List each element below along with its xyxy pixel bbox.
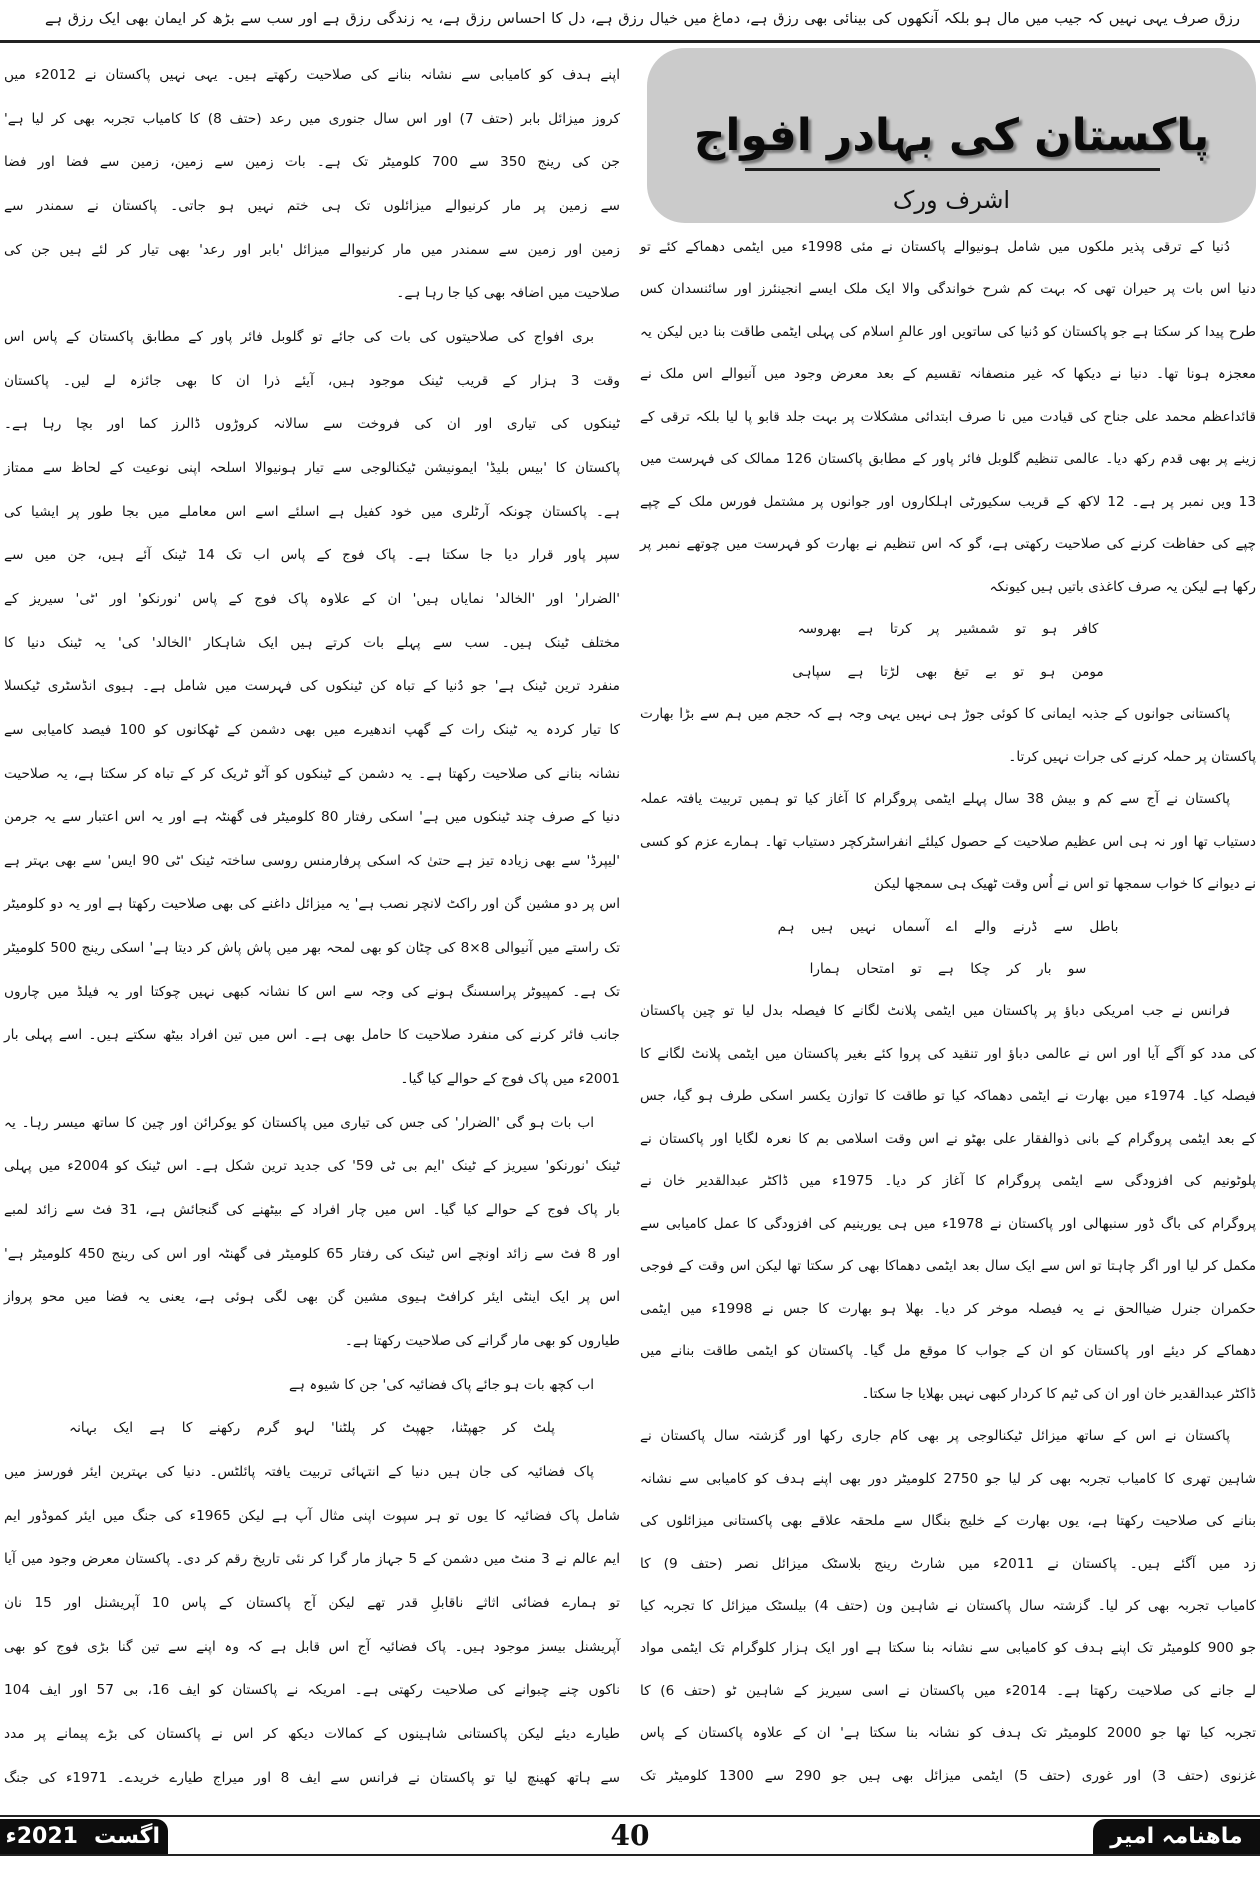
header-rule xyxy=(0,40,1260,43)
line-text: اپنے ہدف کو کامیابی سے نشانہ بنانے کی صلاحیت رکھتے ہیں۔ یہی نہیں پاکستان نے 2012ء میں xyxy=(4,67,620,83)
text-line xyxy=(640,397,1256,437)
text-line xyxy=(640,1119,1256,1159)
line-text: پروگرام کی باگ ڈور سنبھالی اور پاکستان نے 1978ء میں ہی یورینیم کی افزودگی کا عمل کامیابی سے xyxy=(640,1215,1257,1232)
text-line xyxy=(640,1076,1256,1116)
text-line xyxy=(4,928,620,968)
line-text: پاکستان نے آج سے کم و بیش 38 سال پہلے ایٹمی پروگرام کا آغاز کیا تو ہمیں تربیت یافتہ عملہ xyxy=(640,791,1231,808)
line-text: پلوٹونیم کی افزودگی سے ایٹمی پروگرام کا آغاز کر دیا۔ 1975ء میں ڈاکٹر عبدالقدیر خان نے xyxy=(640,1173,1256,1190)
line-text: فیصلہ کیا۔ 1974ء میں بھارت نے ایٹمی دھماکہ کیا تو طاقت کا توازن یکسر اسکی طرف ہو گیا، جس xyxy=(640,1088,1256,1105)
article-title xyxy=(687,96,1216,176)
text-line xyxy=(640,1289,1256,1329)
magazine-name-label: ماھنامہ امیر ملت xyxy=(1093,1819,1260,1854)
line-text: باطل سے ڈرنے والے اے آسماں نہیں ہیں ہم xyxy=(777,918,1119,935)
line-text: مختلف ٹینک ہیں۔ سب سے پہلے بات کرتے ہیں ایک شاہکار 'الخالد' کی' یہ ٹینک دنیا کا xyxy=(4,634,620,651)
text-line xyxy=(4,1059,620,1099)
text-line xyxy=(640,1713,1256,1753)
verse-line xyxy=(640,949,1256,989)
text-line xyxy=(640,737,1256,777)
text-line xyxy=(4,1234,620,1274)
text-line xyxy=(4,142,620,182)
text-line xyxy=(4,754,620,794)
line-text: مومن ہو تو بے تیغ بھی لڑتا ہے سپاہی xyxy=(792,663,1104,680)
line-text: جانب فائر کرنے کی منفرد صلاحیت کا حامل بھی ہے۔ اس میں تین افراد بیٹھ سکتے ہیں۔ اسے پہلی بار xyxy=(4,1027,620,1044)
text-line xyxy=(4,1670,620,1710)
text-line xyxy=(640,1246,1256,1286)
text-line xyxy=(4,230,620,270)
line-text: صلاحیت میں اضافہ بھی کیا جا رہا ہے۔ xyxy=(396,285,620,302)
line-text: غزنوی (حتف 3) اور غوری (حتف 5) ایٹمی میزائل بھی ہیں جو 290 سے 1300 کلومیٹر تک xyxy=(640,1767,1257,1784)
text-line xyxy=(4,1539,620,1579)
verse-line xyxy=(640,609,1256,649)
text-line xyxy=(640,1161,1256,1201)
text-line xyxy=(640,1544,1256,1584)
line-text: دُنیا کے ترقی پذیر ملکوں میں شامل ہونیوالے پاکستان نے مئی 1998ء میں ایٹمی دھماکے کئے تو xyxy=(640,239,1230,255)
text-line xyxy=(4,1015,620,1055)
text-line xyxy=(640,1586,1256,1626)
line-text: کافر ہو تو شمشیر پر کرتا ہے بھروسہ xyxy=(797,621,1099,638)
line-text: اس پر ایک اینٹی ایئر کرافٹ ہیوی مشین گن بھی لگی ہوئی ہے، یعنی یہ فضا میں محو پرواز xyxy=(4,1289,620,1306)
line-text: دھماکے کر دیئے اور پاکستان کو ان کے جواب کا موقع مل گیا۔ پاکستان کو ایٹمی طاقت بنانے میں xyxy=(640,1343,1256,1360)
text-line xyxy=(4,710,620,750)
line-text: پلٹ کر جھپٹنا، جھپٹ کر پلٹنا' لہو گرم رکھنے کا ہے ایک بہانہ xyxy=(69,1420,555,1437)
text-line xyxy=(4,972,620,1012)
text-line xyxy=(4,1146,620,1186)
line-text: بار پاک فوج کے حوالے کیا گیا۔ اس میں چار افراد کے بیٹھنے کی گنجائش ہے، 31 فٹ سے زائد لمبے xyxy=(4,1202,620,1219)
line-text: سے ہاتھ کھینچ لیا تو پاکستان نے فرانس سے ایف 8 اور میراج طیارے خریدے۔ 1971ء کی جنگ xyxy=(4,1769,621,1786)
text-line xyxy=(4,1627,620,1667)
text-line xyxy=(640,822,1256,862)
line-text: سے زمین پر مار کرنیوالے میزائلوں تک ہی ختم نہیں ہو جاتی۔ پاکستان نے سمندر سے xyxy=(4,197,620,214)
line-text: کامیاب تجربہ بھی کر لیا۔ گزشتہ سال پاکستان نے شاہین ون (حتف 4) بیلسٹک میزائل کا تجربہ کیا xyxy=(640,1598,1256,1614)
line-text: پاکستان نے اس کے ساتھ میزائل ٹیکنالوجی پر بھی کام جاری رکھا اور گزشتہ سال پاکستان نے xyxy=(640,1428,1230,1445)
text-line xyxy=(640,1671,1256,1711)
line-text: شامل پاک فضائیہ کا یوں تو ہر سپوت اپنی مثال آپ ہے لیکن 1965ء کی جنگ میں ایئر کموڈور ایم xyxy=(4,1507,620,1524)
issue-date-label xyxy=(0,1819,168,1854)
line-text: معجزہ ہونا تھا۔ دنیا نے دیکھا کہ غیر منصفانہ تقسیم کے بعد معرض وجود میں آنیوالے اس ملک نے xyxy=(640,366,1256,383)
text-line xyxy=(4,535,620,575)
text-line xyxy=(4,55,620,95)
verse-line xyxy=(640,652,1256,692)
line-text: کی مدد کو آگے آیا اور اس نے عالمی دباؤ اور تنقید کی پروا کئے بغیر پاکستان میں ایٹمی پلانٹ لگانے کا xyxy=(640,1045,1256,1062)
line-text: تک راستے میں آنیوالی 8×8 کی چٹان کو بھی لمحہ بھر میں پاش پاش کر دیتا ہے' اسکی رینج 500 کلومیٹر xyxy=(4,940,621,957)
text-line xyxy=(4,1321,620,1361)
line-text: اب کچھ بات ہو جائے پاک فضائیہ کی' جن کا شیوہ ہے xyxy=(288,1376,594,1393)
line-text: پاک فضائیہ کی جان ہیں دنیا کے انتہائی تربیت یافتہ پائلٹس۔ دنیا کی بہترین ایئر فورسز میں xyxy=(4,1464,594,1480)
text-line xyxy=(4,1277,620,1317)
line-text: نے دیوانے کا خواب سمجھا تو اس نے اُس وقت ٹھیک ہی سمجھا لیکن xyxy=(873,876,1256,893)
text-line xyxy=(4,1452,620,1492)
line-text: شاہین تھری کا کامیاب تجربہ بھی کر لیا جو 2750 کلومیٹر دور بھی اپنے ہدف کو کامیابی سے نشانہ xyxy=(640,1470,1256,1487)
line-text: دستیاب تھا اور نہ ہی اس عظیم صلاحیت کے حصول کیلئے انفراسٹرکچر دستیاب تھا۔ ہمارے عزم کو کسی xyxy=(640,833,1256,850)
text-line xyxy=(640,1416,1256,1456)
text-line xyxy=(640,482,1256,522)
text-line xyxy=(4,1103,620,1143)
text-line xyxy=(640,1756,1256,1796)
line-text: ہے۔ پاکستان چونکہ آرٹلری میں خود کفیل ہے اسلئے اسے اس معاملے میں بجا طور پر ایشیا کی xyxy=(4,503,620,520)
line-text: پاکستانی جوانوں کے جذبہ ایمانی کا کوئی جوڑ ہی نہیں یہی وجہ ہے کہ حجم میں ہم سے بڑا بھارت xyxy=(640,706,1230,723)
line-text: بنانے کی صلاحیت رکھتا ہے، یوں بھارت کے خلیج بنگال سے ملحقہ علاقے بھی پاکستانی میزائلوں کی xyxy=(640,1513,1256,1530)
line-text: ایم عالم نے 3 منٹ میں دشمن کے 5 جہاز مار گرا کر نئی تاریخ رقم کر دی۔ پاکستان معرض وجود میں آیا xyxy=(4,1551,620,1568)
article-author: اشرف ورک xyxy=(892,186,1011,214)
line-text: قائداعظم محمد علی جناح کی قیادت میں نا صرف ابتدائی مشکلات پر بہت جلد قابو پا لیا بلکہ ترقی کے xyxy=(640,408,1256,425)
text-line xyxy=(4,404,620,444)
line-text: 'الضرار' اور 'الخالد' نمایاں ہیں' ان کے علاوہ پاک فوج کے پاس 'نورنکو' اور 'ٹی' سیریز کے xyxy=(4,590,620,607)
line-text: سپر پاور قرار دیا جا سکتا ہے۔ پاک فوج کے پاس اب تک 14 ٹینک آئے ہیں، جن میں سے xyxy=(4,547,620,564)
line-text: اب بات ہو گی 'الضرار' کی جس کی تیاری میں پاکستان کو یوکرائن اور چین کا ساتھ میسر رہا۔ یہ xyxy=(4,1114,594,1131)
line-text: مکمل کر لیا اور اگر چاہتا تو اس سے ایک سال بعد ایٹمی دھماکا بھی کر سکتا تھا لیکن اس وقت کے فوجی xyxy=(640,1258,1256,1275)
text-line xyxy=(640,694,1256,734)
line-text: آپریشنل بیسز موجود ہیں۔ پاک فضائیہ آج اس قابل ہے کہ وہ اپنے سے تین گنا بڑی فوج کو بھی xyxy=(4,1638,620,1655)
line-text: تک ہے۔ کمپیوٹر پراسسنگ ہونے کی وجہ سے اس کا نشانہ کبھی نہیں چوکتا اور یہ فیلڈ میں چاروں xyxy=(4,983,620,1000)
text-line xyxy=(4,797,620,837)
verse-line xyxy=(4,1408,620,1448)
title-divider xyxy=(745,168,1160,171)
header-quote-text: رزق صرف یہی نہیں کہ جیب میں مال ہو بلکہ آنکھوں کی بینائی بھی رزق ہے، دماغ میں خیال رزق ہے، دل کا احساس رزق ہے، یہ زندگی رزق ہے اور سب سے بڑھ کر ایمان بھی ایک رزق ہے xyxy=(45,10,1240,27)
text-line xyxy=(640,1501,1256,1541)
text-line xyxy=(4,1365,620,1405)
text-line xyxy=(640,1331,1256,1371)
line-text: نشانہ بنانے کی صلاحیت رکھتا ہے۔ یہ دشمن کے ٹینکوں کو آٹو ٹریک کر کے تباہ کر سکتا ہے، یہ صلاحیت xyxy=(4,765,620,782)
line-text: طیارے دیئے لیکن پاکستانی شاہینوں کے کمالات دیکھ کر اس نے پاکستان کی بڑے پیمانے پر مدد xyxy=(4,1725,620,1742)
text-line xyxy=(4,1758,620,1798)
text-line xyxy=(4,1583,620,1623)
line-text: رکھا ہے لیکن یہ صرف کاغذی باتیں ہیں کیونکہ xyxy=(989,578,1256,595)
left-column xyxy=(4,55,620,1798)
text-line xyxy=(640,567,1256,607)
line-text: زد میں آگئے ہیں۔ پاکستان نے 2011ء میں شارٹ رینج بلاسٹک میزائل نصر (حتف 9) کا xyxy=(640,1555,1256,1572)
line-text: ڈاکٹر عبدالقدیر خان اور ان کی ٹیم کا کردار کبھی نہیں بھلایا جا سکتا۔ xyxy=(861,1385,1256,1402)
line-text: حکمران جنرل ضیاالحق نے یہ فیصلہ موخر کر دیا۔ بھلا ہو بھارت کا جس نے 1998ء میں ایٹمی xyxy=(640,1300,1256,1317)
text-line xyxy=(640,864,1256,904)
text-line xyxy=(640,1459,1256,1499)
line-text: تجربہ کیا تھا جو 2000 کلومیٹر تک ہدف کو نشانہ بنا سکتا ہے' ان کے علاوہ پاکستان کے پاس xyxy=(640,1725,1256,1742)
text-line xyxy=(4,884,620,924)
line-text: طیاروں کو بھی مار گرانے کی صلاحیت رکھتا ہے۔ xyxy=(344,1333,620,1350)
verse-line xyxy=(640,907,1256,947)
line-text: اس پر دو مشین گن اور راکٹ لانچر نصب ہے' یہ میزائل داغنے کی بھی صلاحیت رکھتا ہے اور یہ دو کلومیٹر xyxy=(4,896,620,913)
text-line xyxy=(640,779,1256,819)
line-text: جن کی رینج 350 سے 700 کلومیٹر تک ہے۔ بات زمین سے زمین، زمین سے فضا اور فضا xyxy=(4,154,620,171)
text-line xyxy=(640,1374,1256,1414)
line-text: پاکستان کا 'بیس بلیڈ' ایمونیشن ٹیکنالوجی سے تیار ہونیوالا اسلحہ اپنی نوعیت کے لحاظ سے ممتاز xyxy=(4,459,620,476)
text-line xyxy=(4,492,620,532)
line-text: چپے کی حفاظت کرنے کی صلاحیت رکھتی ہے، گو کہ اس تنظیم نے بھارت کو فہرست میں چوتھے نمبر پر xyxy=(640,536,1256,553)
text-line xyxy=(4,666,620,706)
text-line xyxy=(640,1628,1256,1668)
line-text: اور 8 فٹ سے زائد اونچے اس ٹینک کی رفتار 65 کلومیٹر فی گھنٹہ اور اس کی رینج 450 کلومیٹر ہے' xyxy=(4,1245,621,1262)
line-text: کے بعد ایٹمی پروگرام کے بانی ذوالفقار علی بھٹو نے اس وقت اسلامی بم کا نعرہ لگایا اور پاکستان نے xyxy=(640,1130,1256,1147)
line-text: ناکوں چنے چبوانے کی صلاحیت رکھتی ہے۔ امریکہ نے پاکستان کو ایف 16، بی 57 اور ایف 104 xyxy=(4,1682,620,1699)
article-title-text: پاکستان کی بہادر افواج xyxy=(693,110,1210,161)
line-text: وقت 3 ہزار کے قریب ٹینک موجود ہیں، آیئے ذرا ان کا بھی جائزہ لے لیں۔ پاکستان xyxy=(4,372,621,389)
line-text: زینے پر بھی قدم رکھ دیا۔ عالمی تنظیم گلوبل فائر پاور کے مطابق پاکستان 126 ممالک کی فہرست میں xyxy=(640,451,1256,468)
line-text: بری افواج کی صلاحیتوں کی بات کی جائے تو گلوبل فائر پاور کے مطابق پاکستان کے پاس اس xyxy=(4,328,594,345)
line-text: منفرد ترین ٹینک ہے' جو دُنیا کے تباہ کن ٹینکوں کی فہرست میں شامل ہے۔ ہیوی انڈسٹری ٹیکسلا xyxy=(4,678,620,695)
text-line xyxy=(4,186,620,226)
text-line xyxy=(4,448,620,488)
line-text: تو ہمارے فضائی اثاثے ناقابلِ قدر تھے لیکن آج پاکستان کے پاس 10 آپریشنل اور 15 نان xyxy=(4,1594,620,1611)
text-line xyxy=(4,273,620,313)
text-line xyxy=(4,1496,620,1536)
footer xyxy=(0,1815,1260,1884)
text-line xyxy=(4,1714,620,1754)
line-text: لے جانے کی صلاحیت رکھتا ہے۔ 2014ء میں پاکستان نے اسی سیریز کے شاہین ٹو (حتف 6) کا xyxy=(640,1682,1256,1699)
line-text: فرانس نے جب امریکی دباؤ پر پاکستان میں ایٹمی پلانٹ لگانے کا فیصلہ بدل لیا تو چین پاکستان xyxy=(640,1003,1230,1020)
line-text: دنیا کے صرف چند ٹینکوں میں ہے' اسکی رفتار 80 کلومیٹر فی گھنٹہ ہے اور یہ اس اعتبار سے یہ جرمن xyxy=(4,809,621,826)
line-text: پاکستان پر حملہ کرنے کی جرات نہیں کرتا۔ xyxy=(1008,748,1256,765)
line-text: کا تیار کردہ یہ ٹینک رات کے گھپ اندھیرے میں بھی دشمن کے ٹھکانوں کو 100 فیصد کامیابی سے xyxy=(4,721,620,738)
text-line xyxy=(640,312,1256,352)
issue-year: 2021ء xyxy=(5,1824,78,1849)
line-text: 2001ء میں پاک فوج کے حوالے کیا گیا۔ xyxy=(400,1071,620,1088)
line-text: جو 900 کلومیٹر تک اپنے ہدف کو کامیابی سے نشانہ بنا سکتا ہے اور ایک ہزار کلوگرام تک ایٹمی مواد xyxy=(640,1640,1256,1657)
line-text: طرح پیدا کر سکتا ہے جو پاکستان کو دُنیا کی ساتویں اور عالمِ اسلام کی پہلی ایٹمی طاقت بنا دیں لیکن یہ xyxy=(640,323,1256,340)
header-quote xyxy=(45,2,1240,36)
line-text: زمین اور زمین سے سمندر میں مار کرنیوالے میزائل 'بابر اور رعد' بھی تیار کر لئے ہیں جن کی xyxy=(4,241,620,258)
right-column xyxy=(640,227,1256,1796)
line-text: 13 ویں نمبر پر ہے۔ 12 لاکھ کے قریب سکیورٹی اہلکاروں اور جوانوں پر مشتمل فورس ملک کے چپے xyxy=(640,493,1256,510)
text-line xyxy=(640,227,1256,267)
line-text: ٹینک 'نورنکو' سیریز کے ٹینک 'ایم بی ٹی 59' کی جدید ترین شکل ہے۔ اس ٹینک کو 2004ء میں پہلی xyxy=(4,1158,621,1175)
text-line xyxy=(640,439,1256,479)
text-line xyxy=(4,99,620,139)
text-line xyxy=(4,361,620,401)
text-line xyxy=(640,524,1256,564)
text-line xyxy=(640,991,1256,1031)
text-line xyxy=(640,354,1256,394)
title-box xyxy=(647,48,1256,223)
text-line xyxy=(4,623,620,663)
text-line xyxy=(4,317,620,357)
text-line xyxy=(4,1190,620,1230)
text-line xyxy=(640,1204,1256,1244)
line-text: دنیا اس بات پر حیران تھی کہ بہت کم شرح خواندگی والا ایک ملک ایسے انجینئرز اور سائنسدان کس xyxy=(640,281,1256,298)
line-text: 'لیپرڈ' سے بھی زیادہ تیز ہے حتیٰ کہ اسکی پرفارمنس روسی ساختہ ٹینک 'ٹی 90 ایس' سے بھی بہتر ہے xyxy=(4,852,620,869)
line-text: ٹینکوں کی تیاری اور ان کی فروخت سے سالانہ کروڑوں ڈالرز کما اور بچا رہا ہے۔ xyxy=(4,416,620,433)
page-number: 40 xyxy=(610,1819,650,1852)
issue-month: اگست xyxy=(93,1824,160,1849)
text-line xyxy=(4,579,620,619)
text-line xyxy=(640,1034,1256,1074)
text-line xyxy=(640,269,1256,309)
line-text: سو بار کر چکا ہے تو امتحاں ہمارا xyxy=(809,960,1087,977)
text-line xyxy=(4,841,620,881)
line-text: کروز میزائل بابر (حتف 7) اور اس سال جنوری میں رعد (حتف 8) کا کامیاب تجربہ بھی کر لیا ہے' xyxy=(4,110,620,127)
